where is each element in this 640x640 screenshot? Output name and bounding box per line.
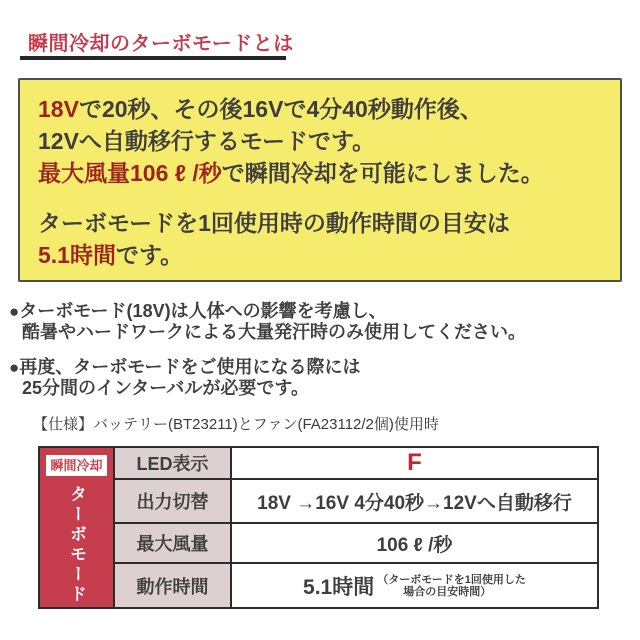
highlight-box: [18, 78, 622, 282]
title-underline: [20, 56, 286, 60]
runtime-note-line-1: （ターボモードを1回使用した: [377, 573, 526, 586]
mode-label-vertical: ターボモード: [67, 485, 86, 605]
runtime-note-line-2: 場合の目安時間）: [403, 585, 492, 598]
row-label: 動作時間: [115, 564, 232, 607]
table-row-output: [115, 480, 597, 524]
row-label: LED表示: [115, 448, 232, 478]
mode-header-cell: [40, 448, 115, 607]
highlight-text-5: です。: [115, 242, 184, 268]
note-1-line-1: ターボモード(18V)は人体への影響を考慮し、: [19, 301, 387, 321]
runtime-value: 5.1時間: [303, 575, 375, 599]
row-label: 最大風量: [115, 524, 232, 562]
accent-duration: 5.1時間: [38, 242, 116, 268]
row-value-airflow: 106 ℓ /秒: [376, 534, 453, 556]
runtime-note: [377, 574, 526, 598]
highlight-text-3: で瞬間冷却を可能にしました。: [221, 160, 544, 186]
highlight-paragraph-2: [38, 207, 602, 271]
table-row-airflow: [115, 524, 597, 564]
highlight-paragraph-1: [38, 93, 602, 189]
mode-badge: 瞬間冷却: [46, 455, 106, 476]
accent-airflow: 最大風量106 ℓ /秒: [38, 160, 222, 186]
table-row-led: [115, 448, 597, 480]
table-row-runtime: [115, 564, 597, 607]
row-label: 出力切替: [115, 480, 232, 522]
spec-table: [38, 446, 599, 609]
notes-section: [9, 301, 526, 413]
row-value-runtime: [232, 564, 597, 607]
note-1-line-2: 酷暑やハードワークによる大量発汗時のみ使用してください。: [22, 322, 526, 342]
note-interval: [9, 357, 526, 399]
row-value-output: 18V →16V 4分40秒→12Vへ自動移行: [257, 492, 572, 514]
note-2-line-1: 再度、ターボモードをご使用になる際には: [19, 357, 361, 377]
spec-table-rows: [115, 448, 597, 607]
bullet-icon: ●: [9, 358, 20, 377]
highlight-text-1: で20秒、その後16Vで4分40秒動作後、: [78, 96, 483, 122]
highlight-text-4: ターボモードを1回使用時の動作時間の目安は: [38, 210, 510, 236]
row-value-led: F: [407, 449, 422, 476]
page-title: 瞬間冷却のターボモードとは: [28, 33, 294, 55]
bullet-icon: ●: [9, 302, 20, 321]
highlight-text-2: 12Vへ自動移行するモードです。: [38, 128, 376, 154]
accent-voltage: 18V: [38, 96, 79, 122]
page-title-wrap: [28, 27, 294, 56]
spec-caption: 【仕様】バッテリー(BT23211)とファン(FA23112/2個)使用時: [33, 416, 439, 433]
note-2-line-2: 25分間のインターバルが必要です。: [22, 378, 309, 398]
note-usage-warning: [9, 301, 526, 343]
